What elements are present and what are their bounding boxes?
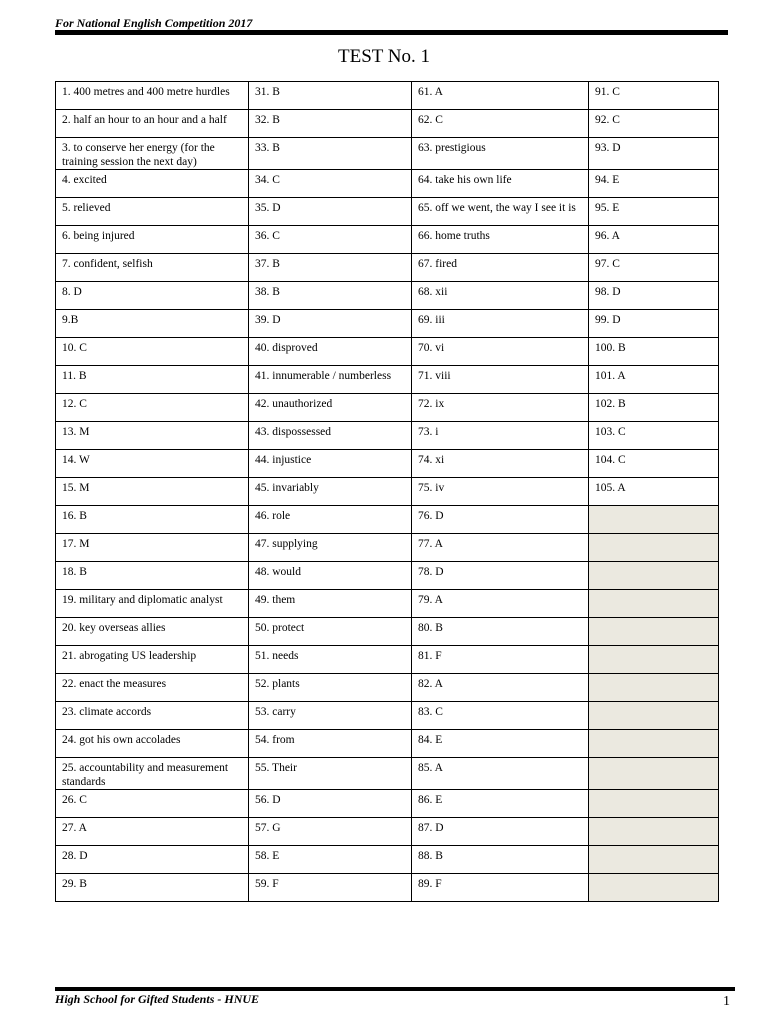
answer-cell: 101. A bbox=[589, 366, 719, 394]
answer-cell: 94. E bbox=[589, 170, 719, 198]
answer-cell: 88. B bbox=[412, 846, 589, 874]
answer-cell: 89. F bbox=[412, 874, 589, 902]
table-row bbox=[56, 846, 719, 874]
answer-cell: 63. prestigious bbox=[412, 138, 589, 170]
answer-cell: 76. D bbox=[412, 506, 589, 534]
table-row bbox=[56, 818, 719, 846]
answer-cell: 25. accountability and measurement standards bbox=[56, 758, 249, 790]
answer-cell bbox=[589, 846, 719, 874]
answer-cell: 1. 400 metres and 400 metre hurdles bbox=[56, 82, 249, 110]
answer-cell: 46. role bbox=[249, 506, 412, 534]
header-rule bbox=[55, 30, 728, 35]
answer-cell: 19. military and diplomatic analyst bbox=[56, 590, 249, 618]
answer-cell: 29. B bbox=[56, 874, 249, 902]
answer-cell: 41. innumerable / numberless bbox=[249, 366, 412, 394]
table-row bbox=[56, 534, 719, 562]
answer-cell: 4. excited bbox=[56, 170, 249, 198]
table-row bbox=[56, 674, 719, 702]
table-row bbox=[56, 110, 719, 138]
answer-cell: 49. them bbox=[249, 590, 412, 618]
answer-cell: 103. C bbox=[589, 422, 719, 450]
answer-cell: 54. from bbox=[249, 730, 412, 758]
table-row bbox=[56, 170, 719, 198]
answer-cell: 102. B bbox=[589, 394, 719, 422]
table-row bbox=[56, 450, 719, 478]
answer-cell: 75. iv bbox=[412, 478, 589, 506]
answer-cell: 95. E bbox=[589, 198, 719, 226]
answer-cell bbox=[589, 818, 719, 846]
answer-cell: 59. F bbox=[249, 874, 412, 902]
answer-cell: 40. disproved bbox=[249, 338, 412, 366]
table-row bbox=[56, 366, 719, 394]
answer-cell bbox=[589, 702, 719, 730]
answer-cell: 87. D bbox=[412, 818, 589, 846]
running-header: For National English Competition 2017 bbox=[55, 16, 253, 30]
answer-cell: 18. B bbox=[56, 562, 249, 590]
answer-cell bbox=[589, 534, 719, 562]
table-row bbox=[56, 254, 719, 282]
answer-cell: 78. D bbox=[412, 562, 589, 590]
answer-cell: 61. A bbox=[412, 82, 589, 110]
answer-cell: 69. iii bbox=[412, 310, 589, 338]
answer-cell: 42. unauthorized bbox=[249, 394, 412, 422]
answer-cell: 17. M bbox=[56, 534, 249, 562]
answer-cell: 97. C bbox=[589, 254, 719, 282]
answer-cell: 10. C bbox=[56, 338, 249, 366]
answer-cell: 14. W bbox=[56, 450, 249, 478]
answer-cell: 24. got his own accolades bbox=[56, 730, 249, 758]
answer-cell: 16. B bbox=[56, 506, 249, 534]
answer-cell: 26. C bbox=[56, 790, 249, 818]
answer-cell: 98. D bbox=[589, 282, 719, 310]
answer-cell: 8. D bbox=[56, 282, 249, 310]
answer-cell: 36. C bbox=[249, 226, 412, 254]
answer-cell bbox=[589, 790, 719, 818]
answer-cell: 92. C bbox=[589, 110, 719, 138]
answer-cell bbox=[589, 506, 719, 534]
answer-cell: 105. A bbox=[589, 478, 719, 506]
answer-cell: 83. C bbox=[412, 702, 589, 730]
answer-cell: 66. home truths bbox=[412, 226, 589, 254]
answer-cell: 11. B bbox=[56, 366, 249, 394]
answer-cell bbox=[589, 618, 719, 646]
answer-cell bbox=[589, 562, 719, 590]
table-row bbox=[56, 226, 719, 254]
answer-cell: 20. key overseas allies bbox=[56, 618, 249, 646]
answer-cell: 23. climate accords bbox=[56, 702, 249, 730]
answer-cell: 96. A bbox=[589, 226, 719, 254]
answer-cell: 74. xi bbox=[412, 450, 589, 478]
answer-cell: 31. B bbox=[249, 82, 412, 110]
table-row bbox=[56, 618, 719, 646]
footer-rule bbox=[55, 987, 735, 991]
answer-cell: 100. B bbox=[589, 338, 719, 366]
answer-cell: 51. needs bbox=[249, 646, 412, 674]
answer-cell: 47. supplying bbox=[249, 534, 412, 562]
answer-cell: 53. carry bbox=[249, 702, 412, 730]
answer-cell: 37. B bbox=[249, 254, 412, 282]
answer-cell: 84. E bbox=[412, 730, 589, 758]
answer-key-table bbox=[55, 81, 719, 902]
table-row bbox=[56, 730, 719, 758]
answer-cell: 21. abrogating US leadership bbox=[56, 646, 249, 674]
answer-cell: 15. M bbox=[56, 478, 249, 506]
answer-cell bbox=[589, 758, 719, 790]
answer-cell: 73. i bbox=[412, 422, 589, 450]
table-row bbox=[56, 138, 719, 170]
answer-cell: 28. D bbox=[56, 846, 249, 874]
answer-cell: 5. relieved bbox=[56, 198, 249, 226]
answer-cell: 35. D bbox=[249, 198, 412, 226]
table-row bbox=[56, 758, 719, 790]
answer-cell: 91. C bbox=[589, 82, 719, 110]
answer-cell: 9.B bbox=[56, 310, 249, 338]
answer-cell: 62. C bbox=[412, 110, 589, 138]
answer-cell: 68. xii bbox=[412, 282, 589, 310]
answer-cell: 70. vi bbox=[412, 338, 589, 366]
answer-cell bbox=[589, 874, 719, 902]
answer-cell: 72. ix bbox=[412, 394, 589, 422]
answer-cell: 104. C bbox=[589, 450, 719, 478]
answer-cell: 81. F bbox=[412, 646, 589, 674]
answer-cell: 58. E bbox=[249, 846, 412, 874]
page-number: 1 bbox=[723, 994, 730, 1009]
running-footer: High School for Gifted Students - HNUE bbox=[55, 992, 260, 1006]
table-row bbox=[56, 310, 719, 338]
answer-cell bbox=[589, 646, 719, 674]
answer-key-body bbox=[56, 82, 719, 902]
answer-cell: 39. D bbox=[249, 310, 412, 338]
answer-cell: 3. to conserve her energy (for the training session the next day) bbox=[56, 138, 249, 170]
answer-cell: 6. being injured bbox=[56, 226, 249, 254]
answer-cell: 2. half an hour to an hour and a half bbox=[56, 110, 249, 138]
answer-cell: 13. M bbox=[56, 422, 249, 450]
table-row bbox=[56, 394, 719, 422]
answer-cell: 7. confident, selfish bbox=[56, 254, 249, 282]
answer-cell: 38. B bbox=[249, 282, 412, 310]
answer-cell bbox=[589, 730, 719, 758]
answer-cell: 99. D bbox=[589, 310, 719, 338]
table-row bbox=[56, 646, 719, 674]
answer-cell: 50. protect bbox=[249, 618, 412, 646]
table-row bbox=[56, 478, 719, 506]
answer-cell: 57. G bbox=[249, 818, 412, 846]
answer-cell: 27. A bbox=[56, 818, 249, 846]
answer-cell: 52. plants bbox=[249, 674, 412, 702]
table-row bbox=[56, 282, 719, 310]
table-row bbox=[56, 790, 719, 818]
answer-cell: 32. B bbox=[249, 110, 412, 138]
answer-cell: 93. D bbox=[589, 138, 719, 170]
answer-cell: 82. A bbox=[412, 674, 589, 702]
table-row bbox=[56, 562, 719, 590]
answer-cell: 12. C bbox=[56, 394, 249, 422]
table-row bbox=[56, 422, 719, 450]
table-row bbox=[56, 506, 719, 534]
answer-cell: 33. B bbox=[249, 138, 412, 170]
answer-cell: 67. fired bbox=[412, 254, 589, 282]
answer-cell: 71. viii bbox=[412, 366, 589, 394]
answer-cell: 64. take his own life bbox=[412, 170, 589, 198]
answer-cell: 45. invariably bbox=[249, 478, 412, 506]
answer-cell: 34. C bbox=[249, 170, 412, 198]
answer-cell: 48. would bbox=[249, 562, 412, 590]
answer-cell: 43. dispossessed bbox=[249, 422, 412, 450]
answer-cell: 86. E bbox=[412, 790, 589, 818]
table-row bbox=[56, 874, 719, 902]
answer-cell: 77. A bbox=[412, 534, 589, 562]
table-row bbox=[56, 198, 719, 226]
answer-cell: 79. A bbox=[412, 590, 589, 618]
table-row bbox=[56, 82, 719, 110]
answer-cell bbox=[589, 674, 719, 702]
answer-cell: 22. enact the measures bbox=[56, 674, 249, 702]
table-row bbox=[56, 590, 719, 618]
page-title: TEST No. 1 bbox=[337, 46, 430, 67]
answer-cell bbox=[589, 590, 719, 618]
answer-cell: 55. Their bbox=[249, 758, 412, 790]
answer-cell: 85. A bbox=[412, 758, 589, 790]
answer-cell: 80. B bbox=[412, 618, 589, 646]
table-row bbox=[56, 702, 719, 730]
answer-cell: 56. D bbox=[249, 790, 412, 818]
table-row bbox=[56, 338, 719, 366]
answer-cell: 44. injustice bbox=[249, 450, 412, 478]
answer-cell: 65. off we went, the way I see it is bbox=[412, 198, 589, 226]
